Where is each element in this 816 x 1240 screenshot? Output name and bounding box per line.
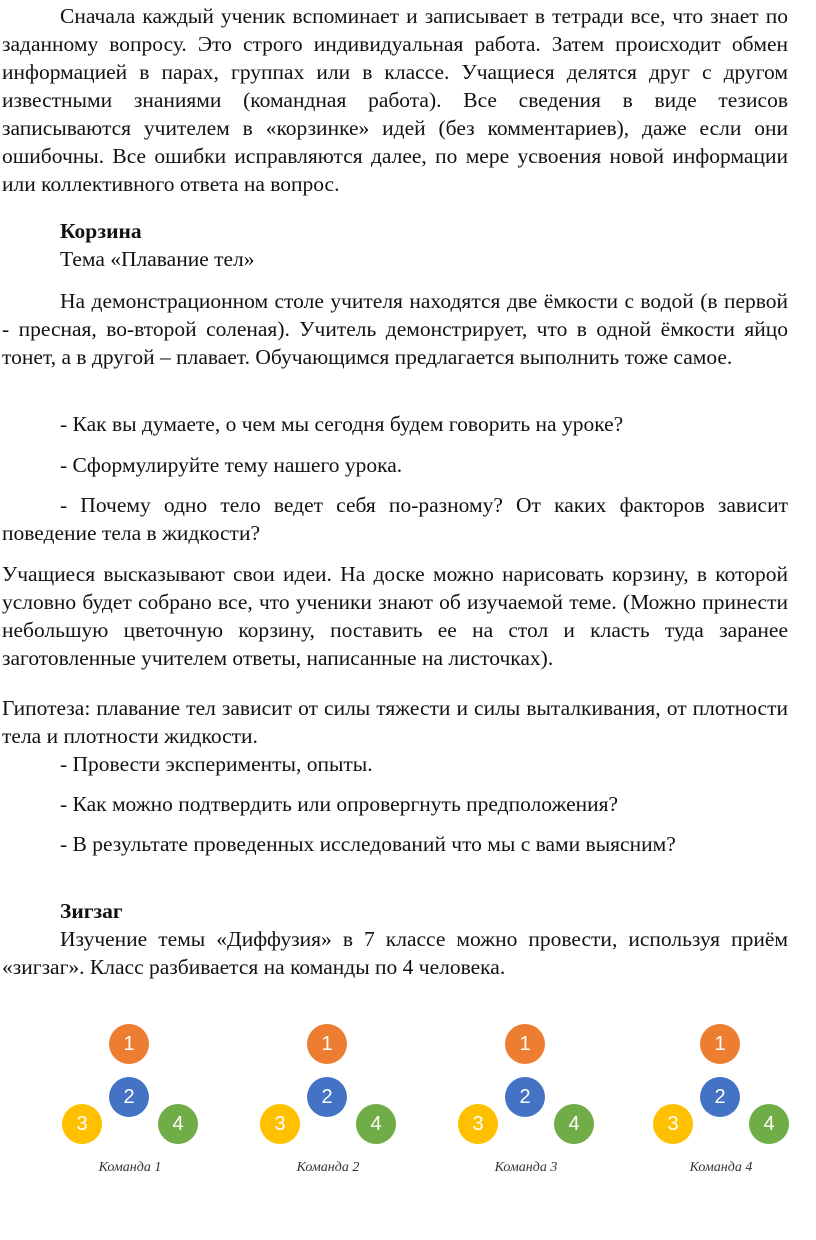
team-group-2 [258,1020,398,1180]
member-4-circle: 4 [158,1104,198,1144]
member-2-circle: 2 [505,1077,545,1117]
question-2: - Сформулируйте тему нашего урока. [60,453,403,477]
question-6: - В результате проведенных исследований что мы с вами выясним? [60,832,676,856]
heading-korzina: Корзина [60,219,142,243]
member-4-circle: 4 [554,1104,594,1144]
team-label: Команда 4 [689,1160,753,1175]
team-label: Команда 1 [98,1160,162,1175]
member-4-circle: 4 [356,1104,396,1144]
member-1-circle: 1 [700,1024,740,1064]
paragraph-intro: Сначала каждый ученик вспоминает и записывает в тетради все, что знает по заданному вопросу. Это строго индивидуальная работа. Затем происходит обмен информацией в парах, группах или в классе. Учащиеся делятся друг с другом известными знаниями (командная работа). Все сведения в виде тезисов записываются учителем в «корзинке» идей (без комментариев), даже если они ошибочны. Все ошибки исправляются далее, по мере усвоения новой информации или коллективного ответа на вопрос. [2,4,788,196]
member-2-circle: 2 [700,1077,740,1117]
paragraph-zigzag: Изучение темы «Диффузия» в 7 классе можно провести, используя приём «зигзаг». Класс разбивается на команды по 4 человека. [2,927,788,979]
member-1-circle: 1 [109,1024,149,1064]
question-4: - Провести эксперименты, опыты. [60,752,373,776]
member-3-circle: 3 [458,1104,498,1144]
question-1: - Как вы думаете, о чем мы сегодня будем говорить на уроке? [60,412,624,436]
question-3: - Почему одно тело ведет себя по-разному? От каких факторов зависит поведение тела в жидкости? [2,493,788,545]
paragraph-ideas: Учащиеся высказывают свои идеи. На доске можно нарисовать корзину, в которой условно будет собрано все, что ученики знают об изучаемой теме. (Можно принести небольшую цветочную корзину, поставить ее на стол и класть туда заранее заготовленные учителем ответы, написанные на листочках). [2,562,788,670]
team-group-1 [60,1020,200,1180]
member-3-circle: 3 [260,1104,300,1144]
team-label: Команда 2 [296,1160,360,1175]
member-1-circle: 1 [307,1024,347,1064]
member-1-circle: 1 [505,1024,545,1064]
team-label: Команда 3 [494,1160,558,1175]
heading-zigzag: Зигзаг [60,899,123,923]
paragraph-demo: На демонстрационном столе учителя находятся две ёмкости с водой (в первой - пресная, во-второй соленая). Учитель демонстрирует, что в одной ёмкости яйцо тонет, а в другой – плавает. Обучающимся предлагается выполнить тоже самое. [2,289,788,369]
member-3-circle: 3 [62,1104,102,1144]
question-5: - Как можно подтвердить или опровергнуть предположения? [60,792,619,816]
topic-line: Тема «Плавание тел» [60,247,255,271]
member-3-circle: 3 [653,1104,693,1144]
member-2-circle: 2 [307,1077,347,1117]
hypothesis: Гипотеза: плавание тел зависит от силы тяжести и силы выталкивания, от плотности тела и плотности жидкости. [2,696,788,748]
team-group-3 [456,1020,596,1180]
member-4-circle: 4 [749,1104,789,1144]
team-group-4 [651,1020,791,1180]
member-2-circle: 2 [109,1077,149,1117]
